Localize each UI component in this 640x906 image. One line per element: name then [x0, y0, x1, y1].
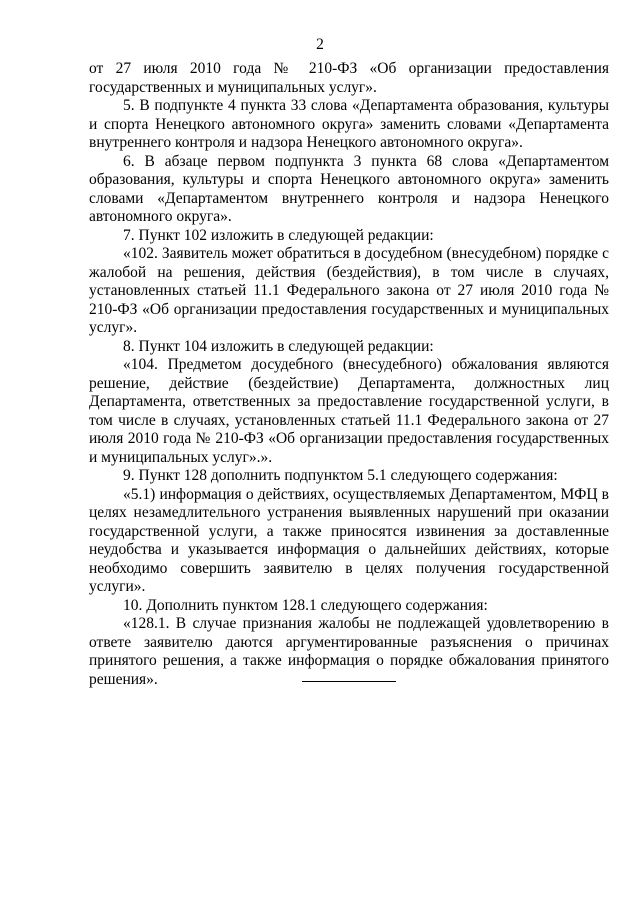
- paragraph-item-10: 10. Дополнить пунктом 128.1 следующего содержания:: [123, 596, 488, 614]
- paragraph-item-9: 9. Пункт 128 дополнить подпунктом 5.1 следующего содержания:: [123, 467, 558, 484]
- paragraph-quote-104: «104. Предметом досудебного (внесудебного) обжалования являются решение, действие (бездействие) Департамента, должностных лиц Департамента, ответственных за предоставление государственной услуги, в том числе в случаях, установленных статьей 11.1 Федерального закона от 27 июля 2010 года № 210-ФЗ «Об организации предоставления государственных и муниципальных услуг».».: [89, 356, 609, 466]
- paragraph-continuation: от 27 июля 2010 года № 210-ФЗ «Об организации предоставления государственных и муниципальных услуг».: [89, 60, 609, 96]
- paragraph-quote-128-1: «128.1. В случае признания жалобы не подлежащей удовлетворению в ответе заявителю даются аргументированные разъяснения о причинах принятого решения, а также информация о порядке обжалования принятого решения».: [89, 615, 609, 688]
- end-separator-line: [302, 681, 396, 682]
- paragraph-item-5: 5. В подпункте 4 пункта 33 слова «Департамента образования, культуры и спорта Ненецкого автономного округа» заменить словами «Департамента внутреннего контроля и надзора Ненецкого автономного округа».: [89, 97, 609, 151]
- paragraph-item-6: 6. В абзаце первом подпункта 3 пункта 68 слова «Департаментом образования, культуры и спорта Ненецкого автономного округа» заменить словами «Департаментом внутреннего контроля и надзора Ненецкого автономного округа».: [89, 152, 609, 225]
- page-number: 2: [316, 36, 324, 53]
- paragraph-item-8: 8. Пункт 104 изложить в следующей редакции:: [123, 337, 434, 355]
- paragraph-item-7: 7. Пункт 102 изложить в следующей редакции:: [123, 226, 434, 244]
- paragraph-quote-102: «102. Заявитель может обратиться в досудебном (внесудебном) порядке с жалобой на решения, действия (бездействия), в том числе в случаях, установленных статьей 11.1 Федерального закона от 27 июля 2010 года № 210-ФЗ «Об организации предоставления государственных и муниципальных услуг».: [89, 245, 609, 336]
- paragraph-quote-5-1: «5.1) информация о действиях, осуществляемых Департаментом, МФЦ в целях незамедлительного устранения выявленных нарушений при оказании государственной услуги, а также приносятся извинения за доставленные неудобства и указывается информация о дальнейших действиях, которые необходимо совершить заявителю в целях получения государственной услуги».: [89, 485, 609, 595]
- document-body: [89, 60, 609, 689]
